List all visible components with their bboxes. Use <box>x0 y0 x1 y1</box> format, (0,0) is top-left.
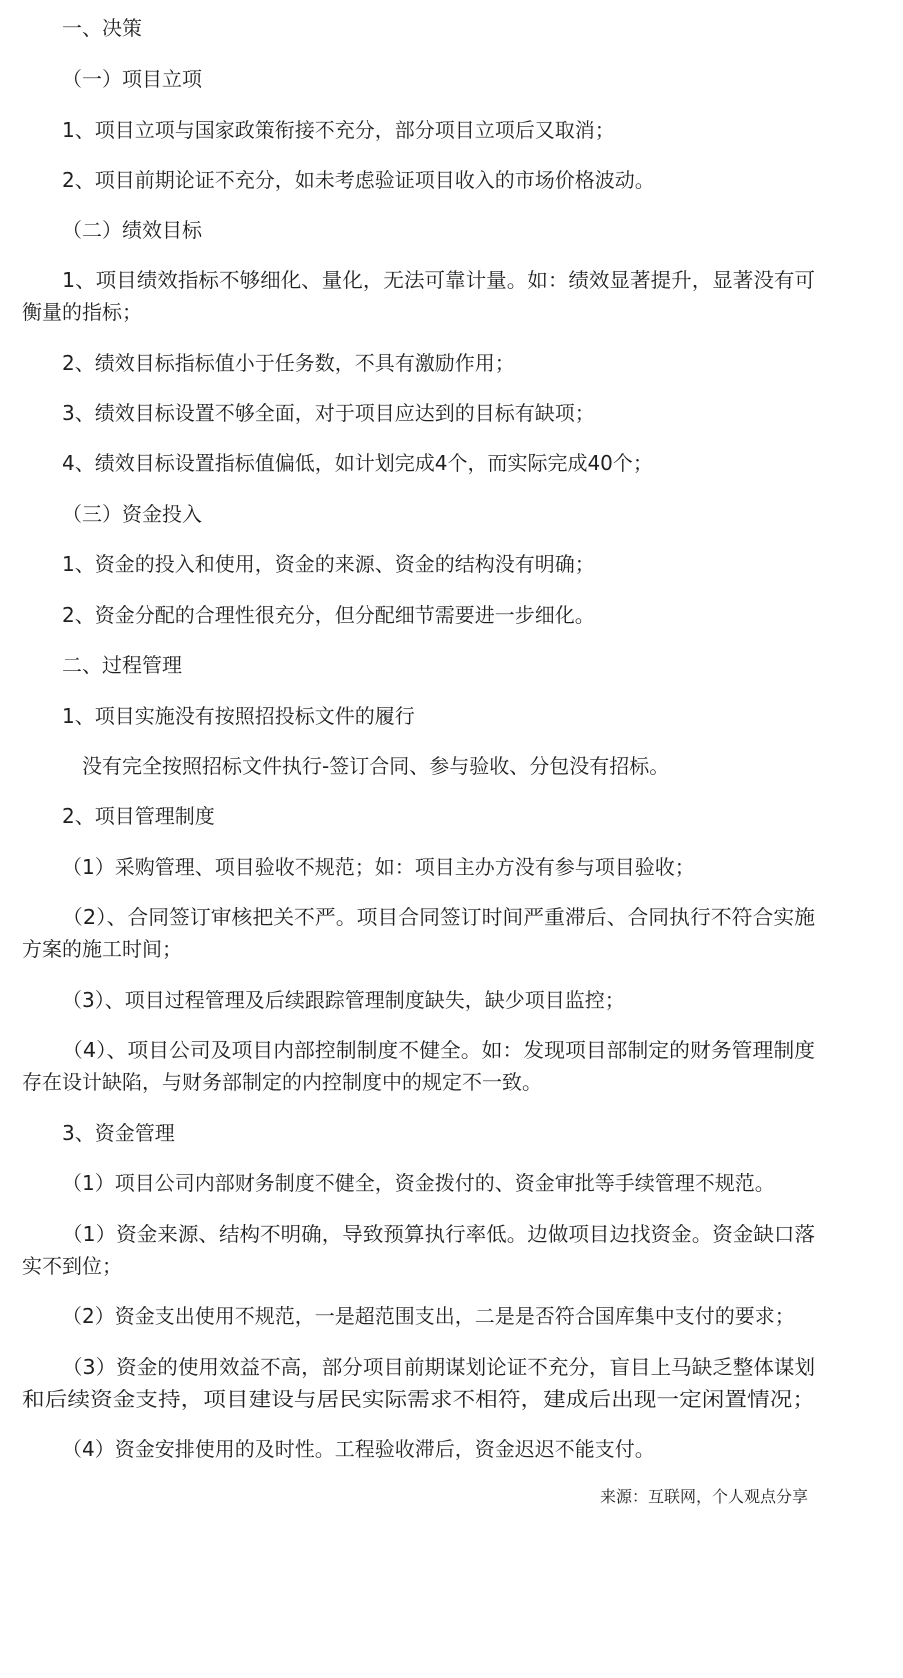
text-line-content: （3）资金的使用效益不高，部分项目前期谋划论证不充分，盲目上马缺乏整体谋划 <box>62 1355 816 1379</box>
text-line-content: 没有完全按照招标文件执行-签订合同、参与验收、分包没有招标。 <box>82 754 670 778</box>
text-line-content: （4）资金安排使用的及时性。工程验收滞后，资金迟迟不能支付。 <box>62 1437 655 1461</box>
text-line-content: （一）项目立项 <box>62 67 202 91</box>
text-line-content: 1、项目实施没有按照招投标文件的履行 <box>62 704 415 728</box>
text-line-content: （2）、合同签订审核把关不严。项目合同签订时间严重滞后、合同执行不符合实施 <box>62 905 816 929</box>
source-note: 来源：互联网，个人观点分享 <box>600 1487 809 1506</box>
text-line-content: （1）资金来源、结构不明确，导致预算执行率低。边做项目边找资金。资金缺口落 <box>62 1222 816 1246</box>
text-line-content: 二、过程管理 <box>62 653 182 677</box>
text-line-content: （2）资金支出使用不规范，一是超范围支出，二是是否符合国库集中支付的要求； <box>62 1304 795 1328</box>
text-line-content: 一、决策 <box>62 16 142 40</box>
text-line-content: 实不到位； <box>22 1254 122 1278</box>
text-line-content: 存在设计缺陷，与财务部制定的内控制度中的规定不一致。 <box>22 1070 542 1094</box>
text-line-content: 2、项目前期论证不充分，如未考虑验证项目收入的市场价格波动。 <box>62 168 655 192</box>
text-line-content: （1）项目公司内部财务制度不健全，资金拨付的、资金审批等手续管理不规范。 <box>62 1171 775 1195</box>
text-line-content: （3）、项目过程管理及后续跟踪管理制度缺失，缺少项目监控； <box>62 988 625 1012</box>
text-line-content: 3、资金管理 <box>62 1121 175 1145</box>
text-line-content: （二）绩效目标 <box>62 218 202 242</box>
text-line-content: 1、项目绩效指标不够细化、量化，无法可靠计量。如：绩效显著提升，显著没有可 <box>62 268 816 292</box>
text-line-content: 2、资金分配的合理性很充分，但分配细节需要进一步细化。 <box>62 603 595 627</box>
text-line-content: 方案的施工时间； <box>22 937 182 961</box>
text-line-content: 2、绩效目标指标值小于任务数，不具有激励作用； <box>62 351 515 375</box>
text-line-content: 2、项目管理制度 <box>62 804 215 828</box>
text-line-content: 3、绩效目标设置不够全面，对于项目应达到的目标有缺项； <box>62 401 595 425</box>
text-line-content: 4、绩效目标设置指标值偏低，如计划完成4个，而实际完成40个； <box>62 451 653 475</box>
text-line-content: （三）资金投入 <box>62 502 202 526</box>
text-line-content: 1、资金的投入和使用，资金的来源、资金的结构没有明确； <box>62 552 595 576</box>
text-line-content: 1、项目立项与国家政策衔接不充分，部分项目立项后又取消； <box>62 118 615 142</box>
text-line-content: 衡量的指标； <box>22 300 142 324</box>
text-line-content: （1）采购管理、项目验收不规范；如：项目主办方没有参与项目验收； <box>62 855 695 879</box>
text-line-content: （4）、项目公司及项目内部控制制度不健全。如：发现项目部制定的财务管理制度 <box>62 1038 816 1062</box>
text-line-content: 和后续资金支持，项目建设与居民实际需求不相符，建成后出现一定闲置情况； <box>22 1387 816 1411</box>
